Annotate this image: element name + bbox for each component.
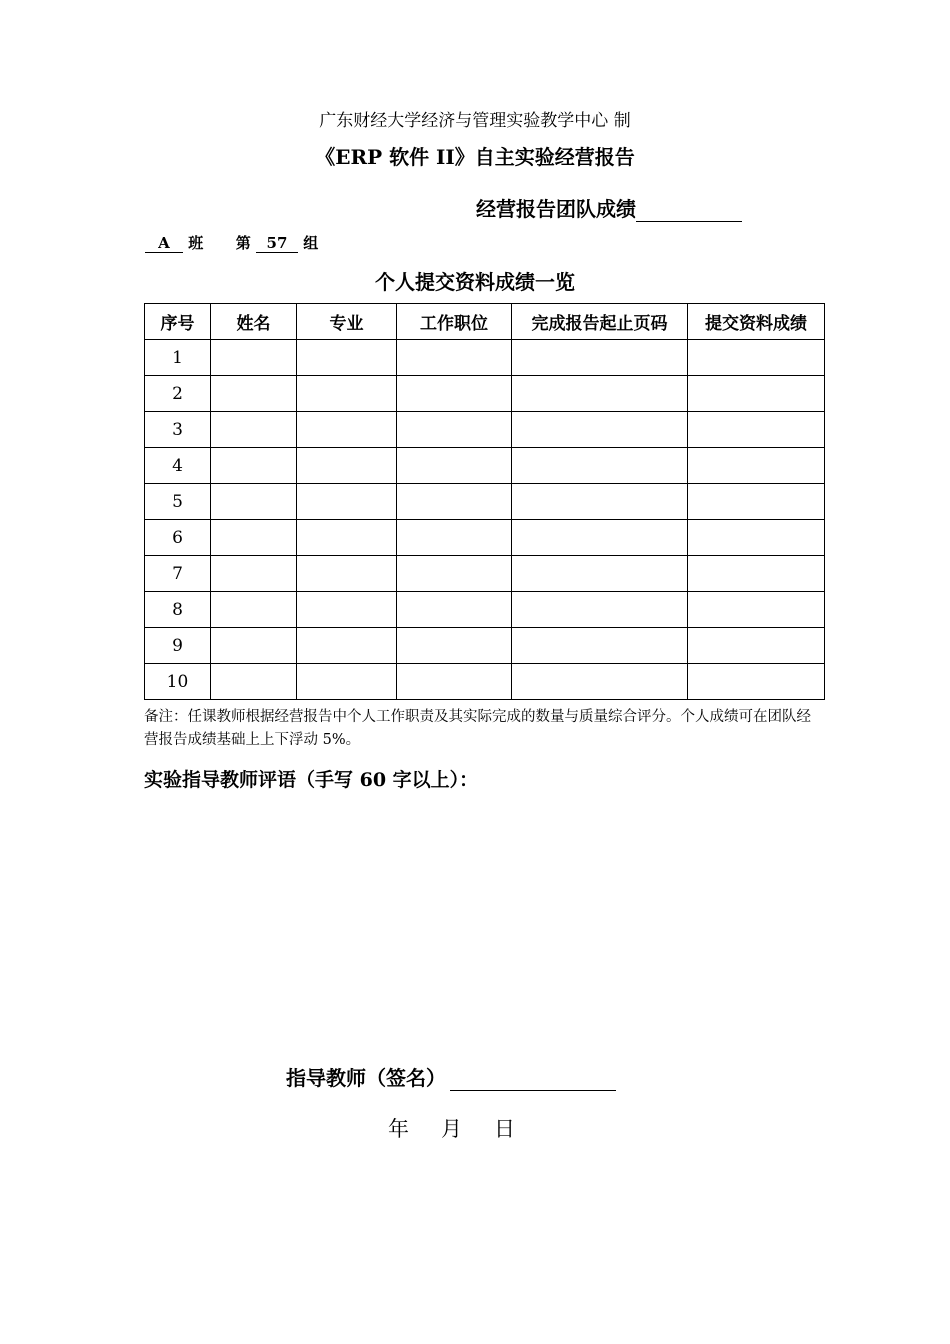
class-group-line	[145, 232, 318, 253]
date-month: 月	[441, 1117, 462, 1141]
row-pages-cell[interactable]	[512, 592, 688, 628]
row-position-cell[interactable]	[397, 340, 512, 376]
row-score-cell[interactable]	[688, 592, 825, 628]
note-text: 备注：任课教师根据经营报告中个人工作职责及其实际完成的数量与质量综合评分。个人成绩可在团队经营报告成绩基础上上下浮动 5%。	[144, 709, 811, 748]
signature-blank[interactable]	[450, 1068, 616, 1091]
row-major-cell[interactable]	[297, 592, 397, 628]
row-score-cell[interactable]	[688, 376, 825, 412]
row-index: 1	[145, 340, 211, 376]
row-position-cell[interactable]	[397, 592, 512, 628]
date-day: 日	[494, 1117, 515, 1141]
row-position-cell[interactable]	[397, 628, 512, 664]
row-score-cell[interactable]	[688, 628, 825, 664]
table-header-row	[145, 304, 825, 340]
report-title: 《ERP 软件 II》自主实验经营报告	[315, 145, 635, 169]
row-score-cell[interactable]	[688, 484, 825, 520]
col-header-name: 姓名	[211, 304, 297, 340]
row-major-cell[interactable]	[297, 448, 397, 484]
group-value[interactable]: 57	[256, 234, 298, 253]
row-index: 2	[145, 376, 211, 412]
row-name-cell[interactable]	[211, 592, 297, 628]
row-major-cell[interactable]	[297, 628, 397, 664]
table-row	[145, 556, 825, 592]
col-header-major: 专业	[297, 304, 397, 340]
row-pages-cell[interactable]	[512, 340, 688, 376]
row-score-cell[interactable]	[688, 412, 825, 448]
team-score-label: 经营报告团队成绩	[476, 197, 636, 221]
row-index: 5	[145, 484, 211, 520]
table-row	[145, 664, 825, 700]
comment-title: 实验指导教师评语（手写 60 字以上）：	[144, 769, 479, 791]
row-name-cell[interactable]	[211, 520, 297, 556]
row-name-cell[interactable]	[211, 628, 297, 664]
score-table	[144, 303, 825, 700]
row-pages-cell[interactable]	[512, 376, 688, 412]
row-pages-cell[interactable]	[512, 448, 688, 484]
row-score-cell[interactable]	[688, 520, 825, 556]
row-index: 9	[145, 628, 211, 664]
class-label: 班	[188, 234, 204, 252]
row-position-cell[interactable]	[397, 448, 512, 484]
row-major-cell[interactable]	[297, 556, 397, 592]
table-row	[145, 412, 825, 448]
col-header-pages: 完成报告起止页码	[512, 304, 688, 340]
row-major-cell[interactable]	[297, 376, 397, 412]
col-header-score: 提交资料成绩	[688, 304, 825, 340]
row-name-cell[interactable]	[211, 376, 297, 412]
row-score-cell[interactable]	[688, 556, 825, 592]
row-position-cell[interactable]	[397, 664, 512, 700]
row-index: 10	[145, 664, 211, 700]
row-index: 7	[145, 556, 211, 592]
row-major-cell[interactable]	[297, 520, 397, 556]
row-name-cell[interactable]	[211, 664, 297, 700]
signature-label: 指导教师（签名）	[286, 1066, 446, 1090]
row-score-cell[interactable]	[688, 664, 825, 700]
row-pages-cell[interactable]	[512, 520, 688, 556]
row-name-cell[interactable]	[211, 556, 297, 592]
row-pages-cell[interactable]	[512, 484, 688, 520]
table-row	[145, 592, 825, 628]
row-index: 3	[145, 412, 211, 448]
team-score-blank[interactable]	[636, 201, 742, 222]
row-position-cell[interactable]	[397, 376, 512, 412]
group-label: 组	[303, 234, 319, 252]
row-name-cell[interactable]	[211, 448, 297, 484]
date-line	[388, 1113, 515, 1143]
table-title: 个人提交资料成绩一览	[375, 270, 575, 294]
table-row	[145, 520, 825, 556]
table-row	[145, 448, 825, 484]
table-row	[145, 340, 825, 376]
group-prefix: 第	[235, 234, 251, 252]
row-major-cell[interactable]	[297, 340, 397, 376]
date-year: 年	[388, 1117, 409, 1141]
row-score-cell[interactable]	[688, 340, 825, 376]
signature-line	[286, 1062, 616, 1091]
table-row	[145, 628, 825, 664]
row-name-cell[interactable]	[211, 484, 297, 520]
row-pages-cell[interactable]	[512, 412, 688, 448]
col-header-index: 序号	[145, 304, 211, 340]
row-position-cell[interactable]	[397, 556, 512, 592]
table-row	[145, 484, 825, 520]
row-index: 8	[145, 592, 211, 628]
row-position-cell[interactable]	[397, 484, 512, 520]
row-name-cell[interactable]	[211, 412, 297, 448]
row-position-cell[interactable]	[397, 412, 512, 448]
class-value[interactable]: A	[145, 234, 183, 253]
row-major-cell[interactable]	[297, 484, 397, 520]
row-major-cell[interactable]	[297, 664, 397, 700]
row-position-cell[interactable]	[397, 520, 512, 556]
row-pages-cell[interactable]	[512, 556, 688, 592]
row-index: 4	[145, 448, 211, 484]
row-name-cell[interactable]	[211, 340, 297, 376]
team-score-line	[476, 193, 742, 222]
col-header-position: 工作职位	[397, 304, 512, 340]
row-index: 6	[145, 520, 211, 556]
table-row	[145, 376, 825, 412]
row-pages-cell[interactable]	[512, 628, 688, 664]
producer-line: 广东财经大学经济与管理实验教学中心 制	[319, 111, 631, 131]
row-pages-cell[interactable]	[512, 664, 688, 700]
row-score-cell[interactable]	[688, 448, 825, 484]
row-major-cell[interactable]	[297, 412, 397, 448]
